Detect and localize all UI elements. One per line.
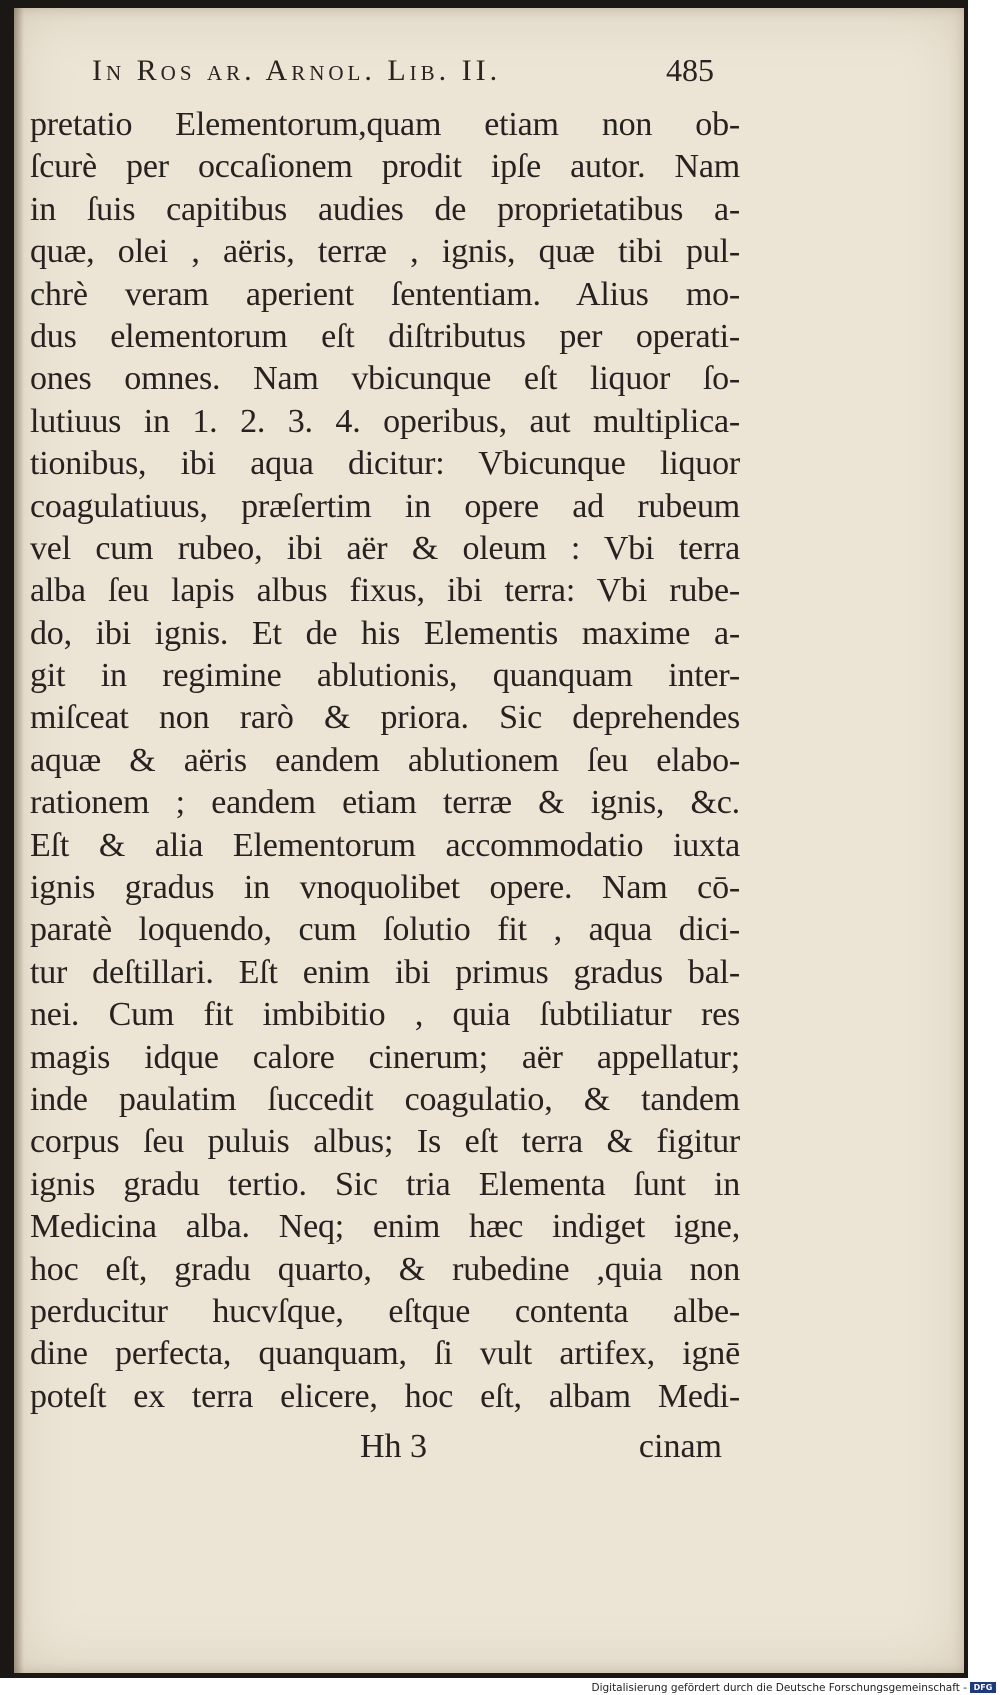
text-line: tionibus, ibi aqua dicitur: Vbicunque liquor <box>30 445 740 483</box>
text-line: hoc eſt, gradu quarto, & rubedine ,quia non <box>30 1250 740 1288</box>
text-line: paratè loquendo, cum ſolutio fit , aqua dici- <box>30 911 740 949</box>
text-line: dine perfecta, quanquam, ſi vult artifex, ignē <box>30 1335 740 1373</box>
running-head <box>92 48 714 98</box>
text-line: quæ, olei , aëris, terræ , ignis, quæ tibi pul- <box>30 233 740 271</box>
text-line: Medicina alba. Neq; enim hæc indiget igne, <box>30 1208 740 1246</box>
text-line: vel cum rubeo, ibi aër & oleum : Vbi terra <box>30 529 740 567</box>
page-gutter-shadow <box>14 8 24 1673</box>
digitization-footer <box>591 1680 996 1695</box>
text-line: corpus ſeu puluis albus; Is eſt terra & figitur <box>30 1123 740 1161</box>
text-line: in ſuis capitibus audies de proprietatibus a- <box>30 190 740 228</box>
page-number: 485 <box>666 52 714 88</box>
text-line: rationem ; eandem etiam terræ & ignis, &c. <box>30 784 740 822</box>
text-line: lutiuus in 1. 2. 3. 4. operibus, aut multiplica- <box>30 402 740 440</box>
text-line: ſcurè per occaſionem prodit ipſe autor. Nam <box>30 148 740 186</box>
text-line: pretatio Elementorum,quam etiam non ob- <box>30 106 740 143</box>
text-line: ignis gradus in vnoquolibet opere. Nam cō- <box>30 869 740 907</box>
text-line: ones omnes. Nam vbicunque eſt liquor ſo- <box>30 360 740 398</box>
text-line: ignis gradu tertio. Sic tria Elementa ſunt in <box>30 1165 740 1203</box>
text-line: miſceat non rarò & priora. Sic deprehendes <box>30 699 740 737</box>
text-line: do, ibi ignis. Et de his Elementis maxime a- <box>30 614 740 652</box>
body-text <box>30 104 740 1418</box>
dfg-logo: DFG <box>970 1682 996 1693</box>
catchword: cinam <box>638 1428 722 1465</box>
text-line: aquæ & aëris eandem ablutionem ſeu elabo- <box>30 741 740 779</box>
text-line: alba ſeu lapis albus fixus, ibi terra: Vbi rube- <box>30 572 740 610</box>
text-line: inde paulatim ſuccedit coagulatio, & tandem <box>30 1080 740 1118</box>
text-line: chrè veram aperient ſententiam. Alius mo- <box>30 275 740 313</box>
footer-text: Digitalisierung gefördert durch die Deutsche Forschungsgemeinschaft - <box>591 1681 967 1694</box>
signature-mark: Hh 3 <box>360 1428 428 1465</box>
text-line: perducitur hucvſque, eſtque contenta albe- <box>30 1292 740 1330</box>
text-line: tur deſtillari. Eſt enim ibi primus gradus bal- <box>30 953 740 991</box>
page-bottom-marks <box>30 1428 740 1472</box>
text-line: git in regimine ablutionis, quanquam inter- <box>30 657 740 695</box>
running-head-title: In Ros ar. Arnol. Lib. II. <box>92 54 502 87</box>
text-line: coagulatiuus, præſertim in opere ad rubeum <box>30 487 740 525</box>
text-line: Eſt & alia Elementorum accommodatio iuxta <box>30 826 740 864</box>
text-line: poteſt ex terra elicere, hoc eſt, albam Medi- <box>30 1377 740 1415</box>
text-line: nei. Cum fit imbibitio , quia ſubtiliatur res <box>30 996 740 1034</box>
text-line: dus elementorum eſt diſtributus per operati- <box>30 317 740 355</box>
text-line: magis idque calore cinerum; aër appellatur; <box>30 1038 740 1076</box>
